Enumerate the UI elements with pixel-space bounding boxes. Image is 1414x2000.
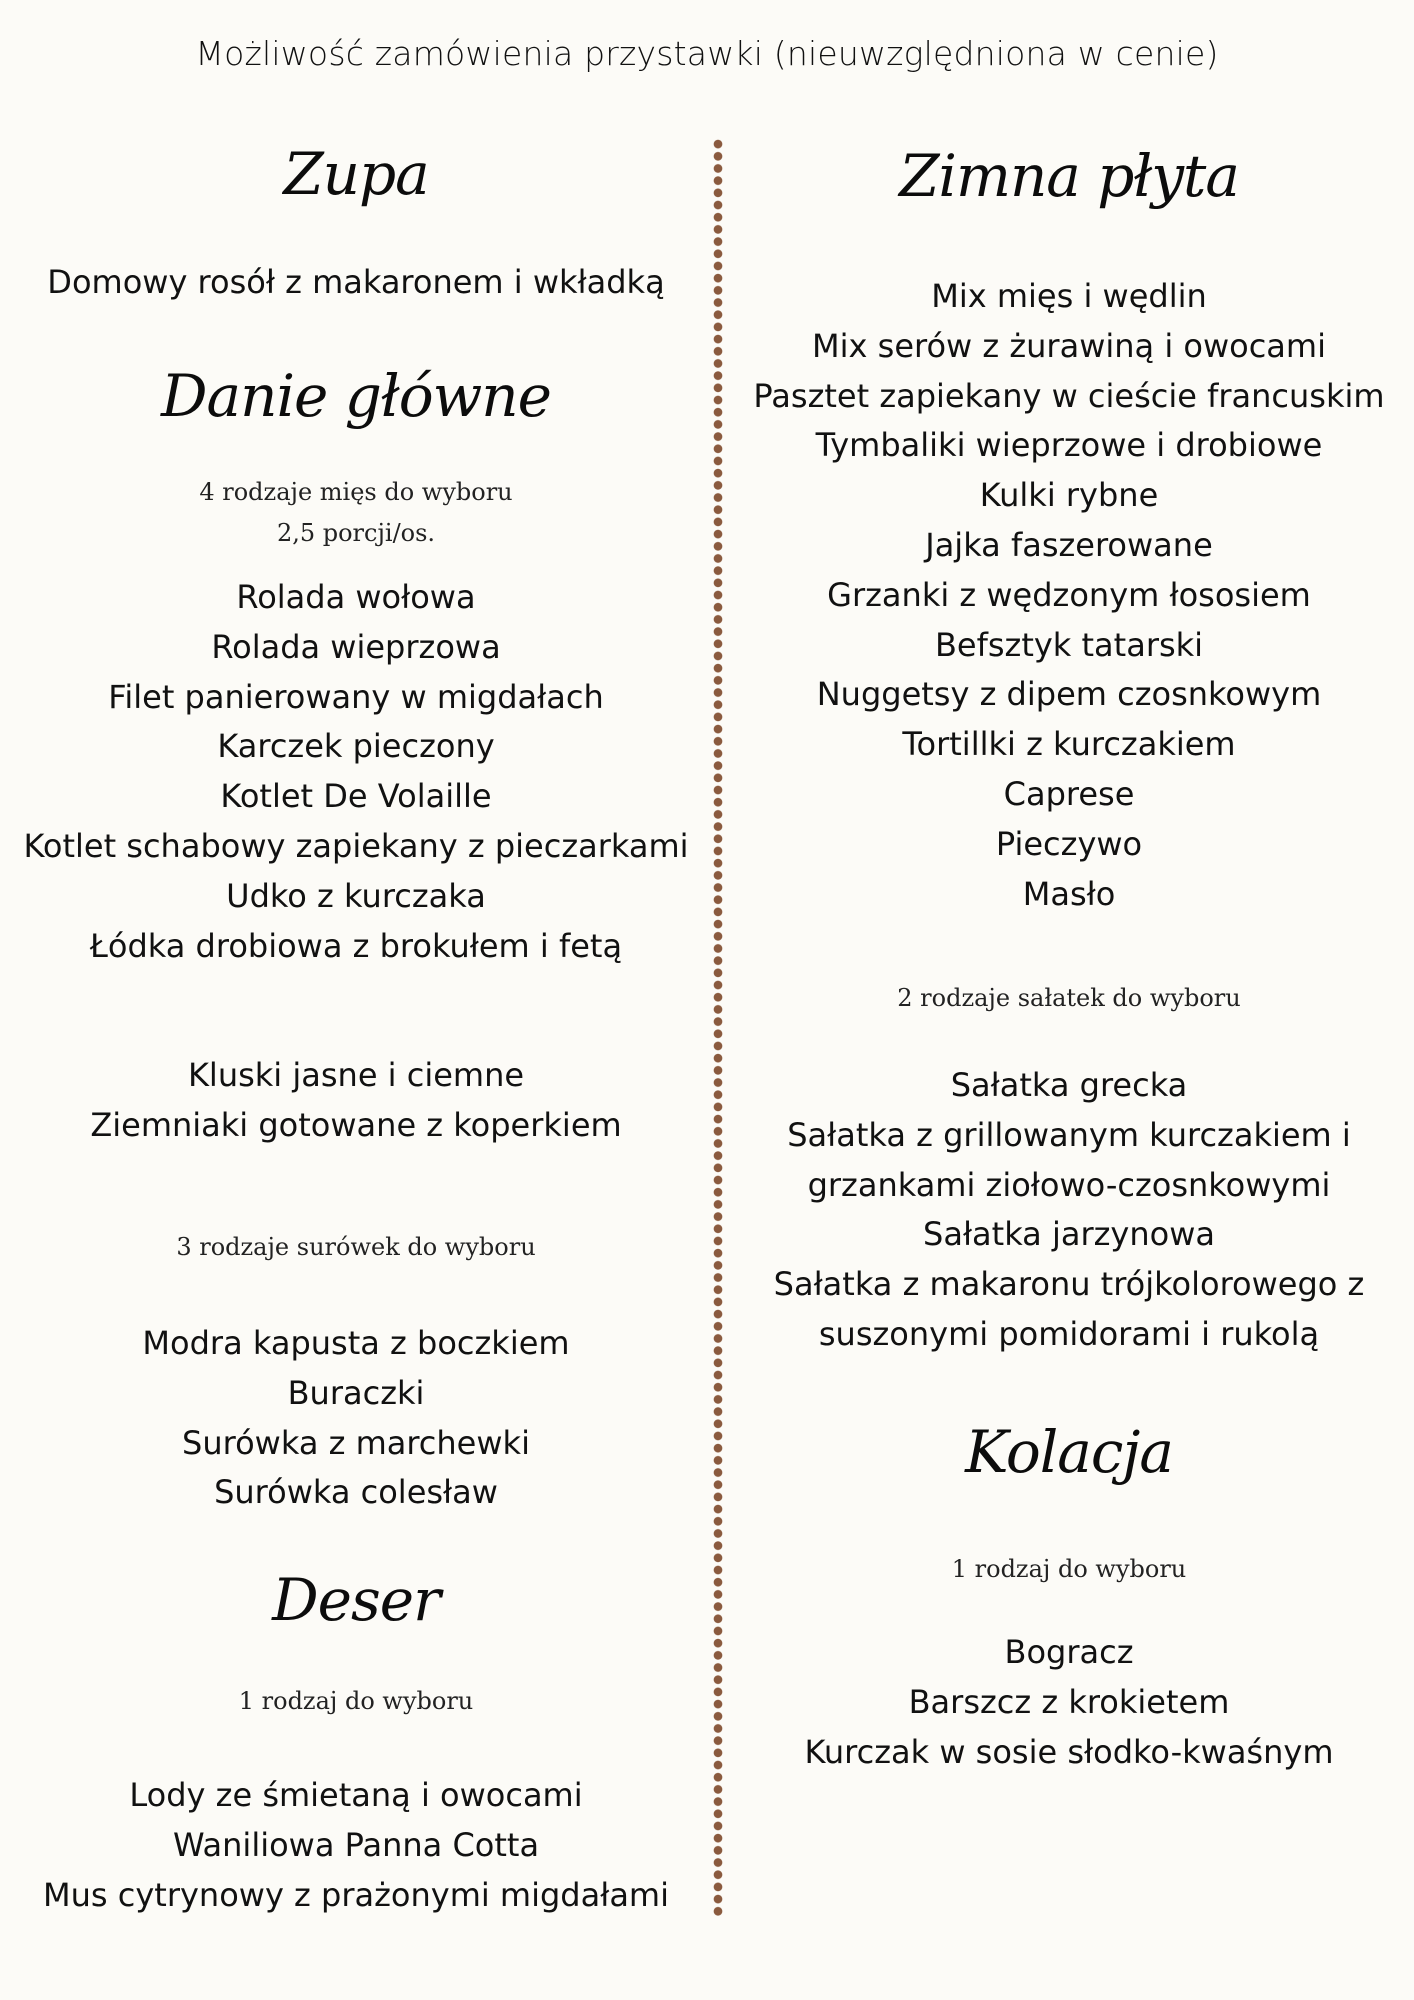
- heading-main-course: Danie główne: [161, 362, 551, 430]
- dessert-list: [0, 1771, 712, 1920]
- list-item: Caprese: [1003, 774, 1135, 813]
- list-item: Tortillki z kurczakiem: [902, 725, 1236, 764]
- salads-list-left: [0, 1319, 712, 1518]
- list-item: Barszcz z krokietem: [908, 1682, 1230, 1721]
- heading-soup: Zupa: [283, 140, 429, 208]
- list-item: grzankami ziołowo-czosnkowymi: [807, 1165, 1331, 1204]
- list-item: Pasztet zapiekany w cieście francuskim: [753, 376, 1385, 415]
- list-item: Grzanki z wędzonym łososiem: [827, 575, 1311, 614]
- list-item: Sałatka z grillowanym kurczakiem i: [787, 1115, 1351, 1154]
- list-item: Buraczki: [287, 1373, 425, 1412]
- heading-dessert: Deser: [272, 1566, 440, 1634]
- supper-note: 1 rodzaj do wyboru: [951, 1555, 1187, 1583]
- list-item: Nuggetsy z dipem czosnkowym: [816, 675, 1322, 714]
- list-item: Kulki rybne: [979, 476, 1159, 515]
- soup-list: [0, 258, 712, 308]
- list-item: Mix mięs i wędlin: [931, 277, 1207, 315]
- heading-supper: Kolacja: [965, 1418, 1173, 1486]
- list-item: Łódka drobiowa z brokułem i fetą: [89, 926, 623, 965]
- salads-list-right: [724, 1061, 1414, 1360]
- list-item: Tymbaliki wieprzowe i drobiowe: [815, 426, 1323, 465]
- list-item: Sałatka jarzynowa: [923, 1215, 1215, 1254]
- main-note-meats: 4 rodzaje mięs do wyboru: [199, 478, 513, 506]
- cold-plate-list: [724, 272, 1414, 919]
- list-item: Rolada wołowa: [236, 578, 476, 616]
- list-item: Masło: [1022, 874, 1116, 913]
- list-item: suszonymi pomidorami i rukolą: [818, 1314, 1320, 1353]
- salads-note-right: 2 rodzaje sałatek do wyboru: [897, 984, 1241, 1012]
- list-item: Pieczywo: [995, 824, 1143, 863]
- list-item: Modra kapusta z boczkiem: [142, 1324, 570, 1362]
- dessert-note: 1 rodzaj do wyboru: [238, 1687, 474, 1715]
- dotted-divider: [712, 138, 724, 1918]
- list-item: Mix serów z żurawiną i owocami: [812, 326, 1326, 365]
- list-item: Karczek pieczony: [217, 727, 495, 766]
- list-item: Udko z kurczaka: [226, 876, 486, 915]
- list-item: Surówka z marchewki: [182, 1423, 530, 1462]
- list-item: Domowy rosół z makaronem i wkładką: [47, 263, 665, 301]
- list-item: Befsztyk tatarski: [934, 625, 1204, 664]
- list-item: Rolada wieprzowa: [211, 627, 501, 666]
- list-item: Sałatka z makaronu trójkolorowego z: [773, 1265, 1365, 1304]
- list-item: Lody ze śmietaną i owocami: [129, 1776, 583, 1814]
- meats-list: [0, 573, 712, 971]
- list-item: Kurczak w sosie słodko-kwaśnym: [804, 1732, 1334, 1771]
- list-item: Jajka faszerowane: [925, 525, 1213, 564]
- list-item: Bogracz: [1004, 1633, 1134, 1671]
- heading-cold-plate: Zimna płyta: [899, 142, 1239, 210]
- list-item: Filet panierowany w migdałach: [108, 677, 604, 716]
- list-item: Surówka colesław: [214, 1473, 498, 1512]
- list-item: Waniliowa Panna Cotta: [172, 1825, 540, 1864]
- list-item: Kotlet schabowy zapiekany z pieczarkami: [23, 826, 689, 865]
- list-item: Ziemniaki gotowane z koperkiem: [90, 1105, 622, 1144]
- salads-note-left: 3 rodzaje surówek do wyboru: [176, 1233, 536, 1261]
- top-note: Możliwość zamówienia przystawki (nieuwzględniona w cenie): [195, 34, 1219, 73]
- main-note-portions: 2,5 porcji/os.: [276, 519, 436, 547]
- sides-list: [0, 1051, 712, 1151]
- list-item: Kluski jasne i ciemne: [187, 1056, 525, 1094]
- list-item: Mus cytrynowy z prażonymi migdałami: [43, 1875, 669, 1914]
- supper-list: [724, 1628, 1414, 1777]
- list-item: Sałatka grecka: [950, 1066, 1188, 1104]
- list-item: Kotlet De Volaille: [220, 777, 492, 816]
